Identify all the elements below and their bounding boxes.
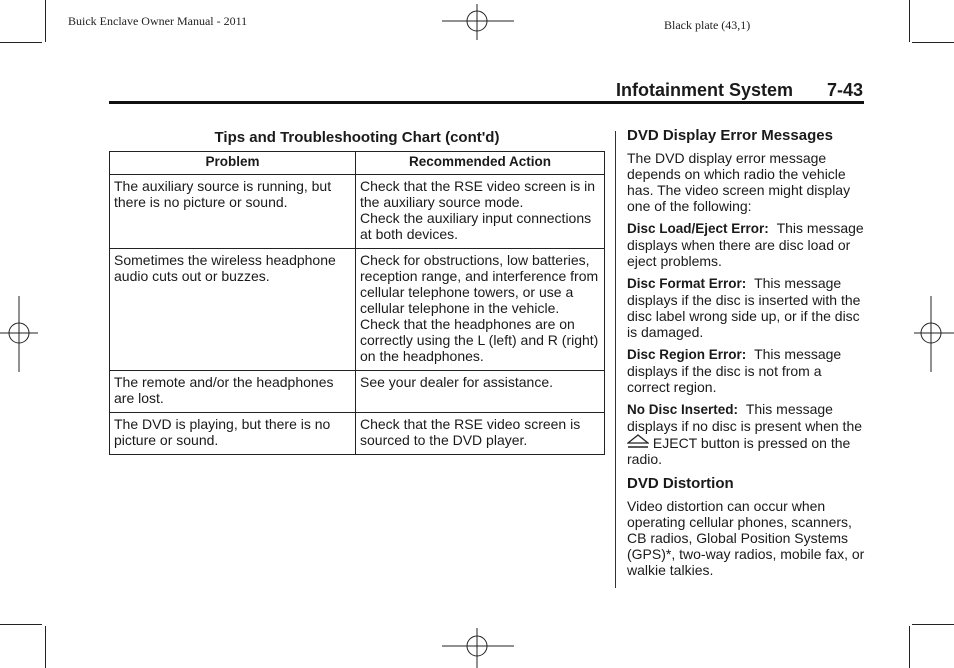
action-cell	[356, 371, 605, 413]
error-text: This message displays if the disc is inserted with the disc label wrong side up, or if the disc is damaged.	[627, 275, 861, 340]
column-header-action: Recommended Action	[356, 152, 605, 175]
crop-mark	[909, 0, 910, 42]
crop-mark	[912, 42, 954, 43]
table-header-row	[110, 152, 605, 175]
problem-cell: The remote and/or the headphones are lost.	[110, 371, 356, 413]
chart-title: Tips and Troubleshooting Chart (cont'd)	[214, 129, 500, 146]
crop-mark	[912, 624, 954, 625]
crop-mark	[45, 0, 46, 42]
dvd-distortion-text: Video distortion can occur when operating cellular phones, scanners, CB radios, Global Position Systems (GPS)*, two-way radios, mobile fax, or walkie talkies.	[627, 498, 865, 578]
error-label: Disc Region Error:	[627, 347, 747, 362]
dvd-distortion-heading: DVD Distortion	[627, 475, 734, 492]
error-item	[627, 275, 867, 340]
header-rule	[109, 101, 864, 104]
troubleshooting-table	[109, 151, 605, 455]
crop-mark	[909, 626, 910, 668]
error-label: Disc Load/Eject Error:	[627, 221, 769, 236]
error-item	[627, 220, 867, 269]
table-row	[110, 175, 605, 249]
page-number: 7-43	[827, 80, 864, 100]
action-text: Check that the RSE video screen is in the auxiliary source mode.	[360, 178, 596, 210]
error-text: This message displays if the disc is not from a correct region.	[627, 346, 842, 395]
eject-icon	[627, 434, 649, 450]
problem-cell: Sometimes the wireless headphone audio cuts out or buzzes.	[110, 249, 356, 371]
manual-title: Buick Enclave Owner Manual - 2011	[68, 14, 248, 28]
section-title: Infotainment System	[616, 80, 794, 100]
error-text: This message displays if no disc is present when the	[627, 401, 863, 434]
problem-cell: The DVD is playing, but there is no picture or sound.	[110, 413, 356, 455]
table-row	[110, 413, 605, 455]
plate-label: Black plate (43,1)	[664, 18, 751, 32]
registration-mark-left	[0, 296, 40, 372]
action-text: Check that the RSE video screen is sourced to the DVD player.	[360, 416, 581, 448]
crop-mark	[0, 624, 42, 625]
error-label: Disc Format Error:	[627, 276, 747, 291]
table-row	[110, 371, 605, 413]
column-header-problem: Problem	[110, 152, 356, 175]
registration-mark-right	[912, 296, 954, 372]
action-text: Check that the headphones are on correctly using the L (left) and R (right) on the headphones.	[360, 316, 599, 364]
error-text: This message displays when there are disc load or eject problems.	[627, 220, 864, 269]
column-divider	[615, 131, 616, 588]
error-label: No Disc Inserted:	[627, 402, 739, 417]
action-text: Check for obstructions, low batteries, reception range, and interference from cellular telephone towers, or use a cellular telephone in the vehicle.	[360, 252, 599, 316]
problem-cell: The auxiliary source is running, but there is no picture or sound.	[110, 175, 356, 249]
crop-mark	[45, 626, 46, 668]
error-item	[627, 346, 867, 395]
action-text: See your dealer for assistance.	[360, 374, 553, 390]
action-text: Check the auxiliary input connections at both devices.	[360, 210, 592, 242]
crop-mark	[0, 42, 42, 43]
dvd-errors-intro: The DVD display error message depends on which radio the vehicle has. The video screen might display one of the following:	[627, 150, 851, 214]
error-text: EJECT button is pressed on the radio.	[627, 435, 851, 467]
error-item	[627, 401, 867, 467]
dvd-errors-section	[627, 128, 867, 578]
table-row	[110, 249, 605, 371]
action-cell	[356, 249, 605, 371]
registration-mark-bottom	[440, 628, 516, 668]
registration-mark-top	[440, 4, 516, 40]
dvd-errors-heading: DVD Display Error Messages	[627, 127, 833, 144]
action-cell	[356, 175, 605, 249]
action-cell	[356, 413, 605, 455]
